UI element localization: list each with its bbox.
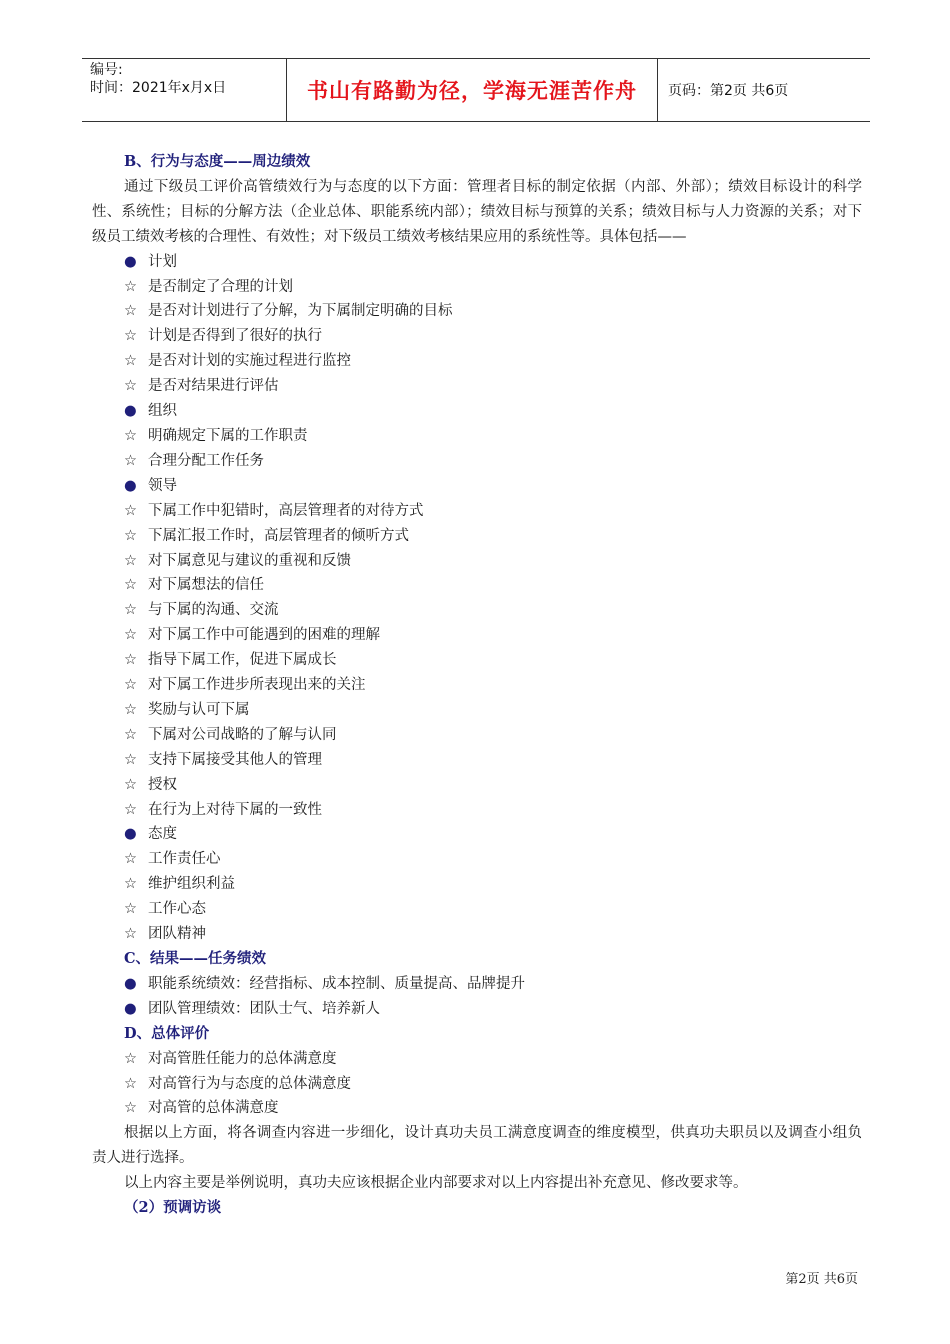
star-bullet-icon: ☆ xyxy=(124,552,137,569)
paragraph-note: 以上内容主要是举例说明，真功夫应该根据企业内部要求对以上内容提出补充意见、修改要求等。 xyxy=(124,1175,748,1192)
list-item: ☆ 工作心态 xyxy=(92,897,862,922)
star-bullet-icon: ☆ xyxy=(124,751,137,768)
list-item: ☆ 支持下属接受其他人的管理 xyxy=(92,748,862,773)
document-body xyxy=(92,150,862,1221)
list-item: ☆ 团队精神 xyxy=(92,922,862,947)
list-item: ☆ 奖励与认可下属 xyxy=(92,698,862,723)
subsection-title: （2）预调访谈 xyxy=(124,1199,222,1217)
star-bullet-icon: ☆ xyxy=(124,452,137,469)
list-item: ● 职能系统绩效：经营指标、成本控制、质量提高、品牌提升 xyxy=(92,972,862,997)
star-bullet-icon: ☆ xyxy=(124,527,137,544)
list-item: ☆ 对下属意见与建议的重视和反馈 xyxy=(92,549,862,574)
star-bullet-icon: ☆ xyxy=(124,876,137,893)
list-item: ☆ 下属汇报工作时，高层管理者的倾听方式 xyxy=(92,524,862,549)
star-bullet-icon: ☆ xyxy=(124,427,137,444)
list-item: ☆ 在行为上对待下属的一致性 xyxy=(92,798,862,823)
section-c-title: C、结果——任务绩效 xyxy=(124,950,267,967)
section-b-intro: 通过下级员工评价高管绩效行为与态度的以下方面：管理者目标的制定依据（内部、外部）；绩效目标设计的科学性、系统性；目标的分解方法（企业总体、职能系统内部）；绩效目标与预算的关系；绩效目标与人力资源的关系；对下级员工绩效考核的合理性、有效性；对下级员工绩效考核结果应用的系统性等。具体包括—— xyxy=(92,178,862,245)
list-item: ☆ 对下属工作中可能遇到的困难的理解 xyxy=(92,623,862,648)
star-bullet-icon: ☆ xyxy=(124,303,137,320)
header-motto: 书山有路勤为径，学海无涯苦作舟 xyxy=(286,59,658,121)
list-item: ☆ 明确规定下属的工作职责 xyxy=(92,424,862,449)
list-item: ☆ 维护组织利益 xyxy=(92,872,862,897)
section-b-title: B、行为与态度——周边绩效 xyxy=(124,153,311,170)
section-d-title: D、总体评价 xyxy=(124,1024,210,1042)
star-bullet-icon: ☆ xyxy=(124,652,137,669)
star-bullet-icon: ☆ xyxy=(124,378,137,395)
star-bullet-icon: ☆ xyxy=(124,851,137,868)
page-footer: 第2页 共6页 xyxy=(785,1272,858,1287)
category-attitude: ● 态度 xyxy=(92,822,862,847)
star-bullet-icon: ☆ xyxy=(124,1050,137,1067)
star-bullet-icon: ☆ xyxy=(124,1075,137,1092)
list-item: ☆ 对下属工作进步所表现出来的关注 xyxy=(92,673,862,698)
list-item: ☆ 对高管行为与态度的总体满意度 xyxy=(92,1072,862,1097)
list-item: ☆ 对下属想法的信任 xyxy=(92,573,862,598)
category-lead: ● 领导 xyxy=(92,474,862,499)
star-bullet-icon: ☆ xyxy=(124,901,137,918)
star-bullet-icon: ☆ xyxy=(124,701,137,718)
doc-number-label: 编号: xyxy=(90,62,123,78)
doc-time-label: 时间：2021年x月x日 xyxy=(90,80,227,96)
bullet-dot-icon: ● xyxy=(124,477,137,494)
paragraph-summary: 根据以上方面，将各调查内容进一步细化，设计真功夫员工满意度调查的维度模型，供真功夫职员以及调查小组负责人进行选择。 xyxy=(92,1125,862,1167)
category-org: ● 组织 xyxy=(92,399,862,424)
list-item: ● 团队管理绩效：团队士气、培养新人 xyxy=(92,997,862,1022)
header-meta xyxy=(82,59,286,121)
star-bullet-icon: ☆ xyxy=(124,926,137,943)
star-bullet-icon: ☆ xyxy=(124,627,137,644)
list-item: ☆ 授权 xyxy=(92,773,862,798)
star-bullet-icon: ☆ xyxy=(124,776,137,793)
bullet-dot-icon: ● xyxy=(124,975,137,992)
bullet-dot-icon: ● xyxy=(124,253,137,270)
page-header xyxy=(82,58,870,122)
star-bullet-icon: ☆ xyxy=(124,353,137,370)
list-item: ☆ 下属工作中犯错时，高层管理者的对待方式 xyxy=(92,499,862,524)
list-item: ☆ 是否对计划的实施过程进行监控 xyxy=(92,349,862,374)
star-bullet-icon: ☆ xyxy=(124,726,137,743)
bullet-dot-icon: ● xyxy=(124,1000,137,1017)
star-bullet-icon: ☆ xyxy=(124,278,137,295)
star-bullet-icon: ☆ xyxy=(124,502,137,519)
star-bullet-icon: ☆ xyxy=(124,677,137,694)
header-page-label: 页码：第2页 共6页 xyxy=(668,83,789,99)
star-bullet-icon: ☆ xyxy=(124,577,137,594)
list-item: ☆ 对高管胜任能力的总体满意度 xyxy=(92,1047,862,1072)
list-item: ☆ 合理分配工作任务 xyxy=(92,449,862,474)
list-item: ☆ 工作责任心 xyxy=(92,847,862,872)
bullet-dot-icon: ● xyxy=(124,826,137,843)
list-item: ☆ 对高管的总体满意度 xyxy=(92,1096,862,1121)
list-item: ☆ 计划是否得到了很好的执行 xyxy=(92,324,862,349)
list-item: ☆ 下属对公司战略的了解与认同 xyxy=(92,723,862,748)
category-plan: ● 计划 xyxy=(92,250,862,275)
bullet-dot-icon: ● xyxy=(124,403,137,420)
star-bullet-icon: ☆ xyxy=(124,602,137,619)
list-item: ☆ 与下属的沟通、交流 xyxy=(92,598,862,623)
list-item: ☆ 指导下属工作，促进下属成长 xyxy=(92,648,862,673)
star-bullet-icon: ☆ xyxy=(124,328,137,345)
star-bullet-icon: ☆ xyxy=(124,1100,137,1117)
star-bullet-icon: ☆ xyxy=(124,801,137,818)
list-item: ☆ 是否对计划进行了分解，为下属制定明确的目标 xyxy=(92,299,862,324)
list-item: ☆ 是否制定了合理的计划 xyxy=(92,275,862,300)
list-item: ☆ 是否对结果进行评估 xyxy=(92,374,862,399)
